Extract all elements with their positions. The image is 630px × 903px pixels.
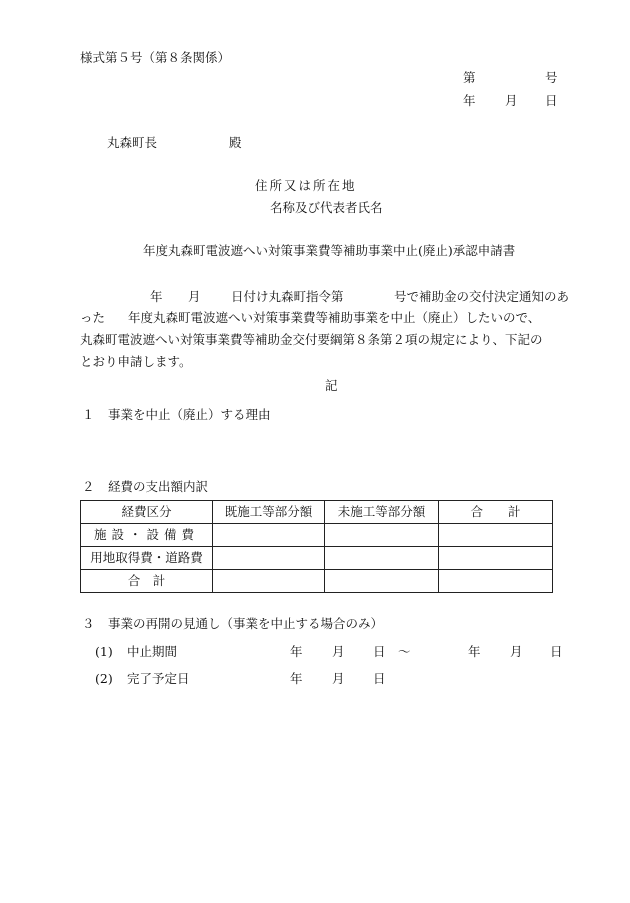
table-header: 経費区分	[81, 501, 213, 524]
addressee-name: 丸森町長	[107, 135, 158, 150]
table-cell[interactable]	[213, 570, 325, 593]
section1-label: 事業を中止（廃止）する理由	[108, 407, 271, 422]
table-cell-category: 用地取得費・道路費	[81, 547, 213, 570]
expense-table	[80, 500, 553, 593]
body-year: 年	[150, 289, 163, 304]
table-row	[81, 547, 553, 570]
body-line2-head: った	[80, 310, 106, 325]
item2-label: 完了予定日	[127, 671, 190, 686]
table-header-row	[81, 501, 553, 524]
body-line1-tail: 号で補助金の交付決定通知のあ	[394, 289, 570, 304]
section3-label: 事業の再開の見通し（事業を中止する場合のみ）	[108, 616, 384, 631]
table-cell[interactable]	[325, 570, 439, 593]
section2-number: ２	[82, 479, 95, 494]
item1-end-day: 日	[550, 644, 563, 659]
table-header: 既施工等部分額	[213, 501, 325, 524]
table-cell-category: 施設・設備費	[81, 524, 213, 547]
item2-number: (2)	[95, 671, 113, 686]
item1-end-month: 月	[510, 644, 523, 659]
date-year: 年	[463, 93, 476, 108]
table-cell[interactable]	[439, 524, 553, 547]
item1-month: 月	[332, 644, 345, 659]
doc-number-prefix: 第	[463, 70, 476, 85]
form-number: 様式第５号（第８条関係）	[80, 50, 231, 65]
table-cell[interactable]	[213, 547, 325, 570]
item1-day: 日	[373, 644, 386, 659]
table-row	[81, 570, 553, 593]
item1-number: (1)	[95, 644, 113, 659]
table-cell[interactable]	[325, 547, 439, 570]
item1-year: 年	[290, 644, 303, 659]
section2-label: 経費の支出額内訳	[108, 479, 209, 494]
table-header: 未施工等部分額	[325, 501, 439, 524]
item2-year: 年	[290, 671, 303, 686]
body-line2-tail: 年度丸森町電波遮へい対策事業費等補助事業を中止（廃止）したいので、	[128, 310, 541, 325]
table-header: 合 計	[439, 501, 553, 524]
applicant-address-label: 住所又は所在地	[255, 178, 357, 193]
applicant-name-label: 名称及び代表者氏名	[270, 200, 383, 215]
item1-end-year: 年	[468, 644, 481, 659]
table-cell[interactable]	[439, 570, 553, 593]
table-cell-category: 合 計	[81, 570, 213, 593]
date-month: 月	[505, 93, 518, 108]
item2-day: 日	[373, 671, 386, 686]
table-cell[interactable]	[213, 524, 325, 547]
section3-number: ３	[82, 616, 95, 631]
item1-label: 中止期間	[127, 644, 178, 659]
table-cell[interactable]	[439, 547, 553, 570]
addressee-honorific: 殿	[229, 135, 242, 150]
section1-number: １	[82, 407, 95, 422]
table-cell[interactable]	[325, 524, 439, 547]
document-title: 年度丸森町電波遮へい対策事業費等補助事業中止(廃止)承認申請書	[143, 243, 516, 258]
body-directive-text: 日付け丸森町指令第	[231, 289, 344, 304]
doc-number-suffix: 号	[545, 70, 558, 85]
item2-month: 月	[332, 671, 345, 686]
ki-heading: 記	[325, 378, 338, 393]
body-month: 月	[188, 289, 201, 304]
item1-tilde: ～	[398, 644, 411, 659]
table-row	[81, 524, 553, 547]
body-line4: とおり申請します。	[80, 354, 192, 369]
body-line3: 丸森町電波遮へい対策事業費等補助金交付要綱第８条第２項の規定により、下記の	[80, 332, 543, 347]
date-day: 日	[545, 93, 558, 108]
